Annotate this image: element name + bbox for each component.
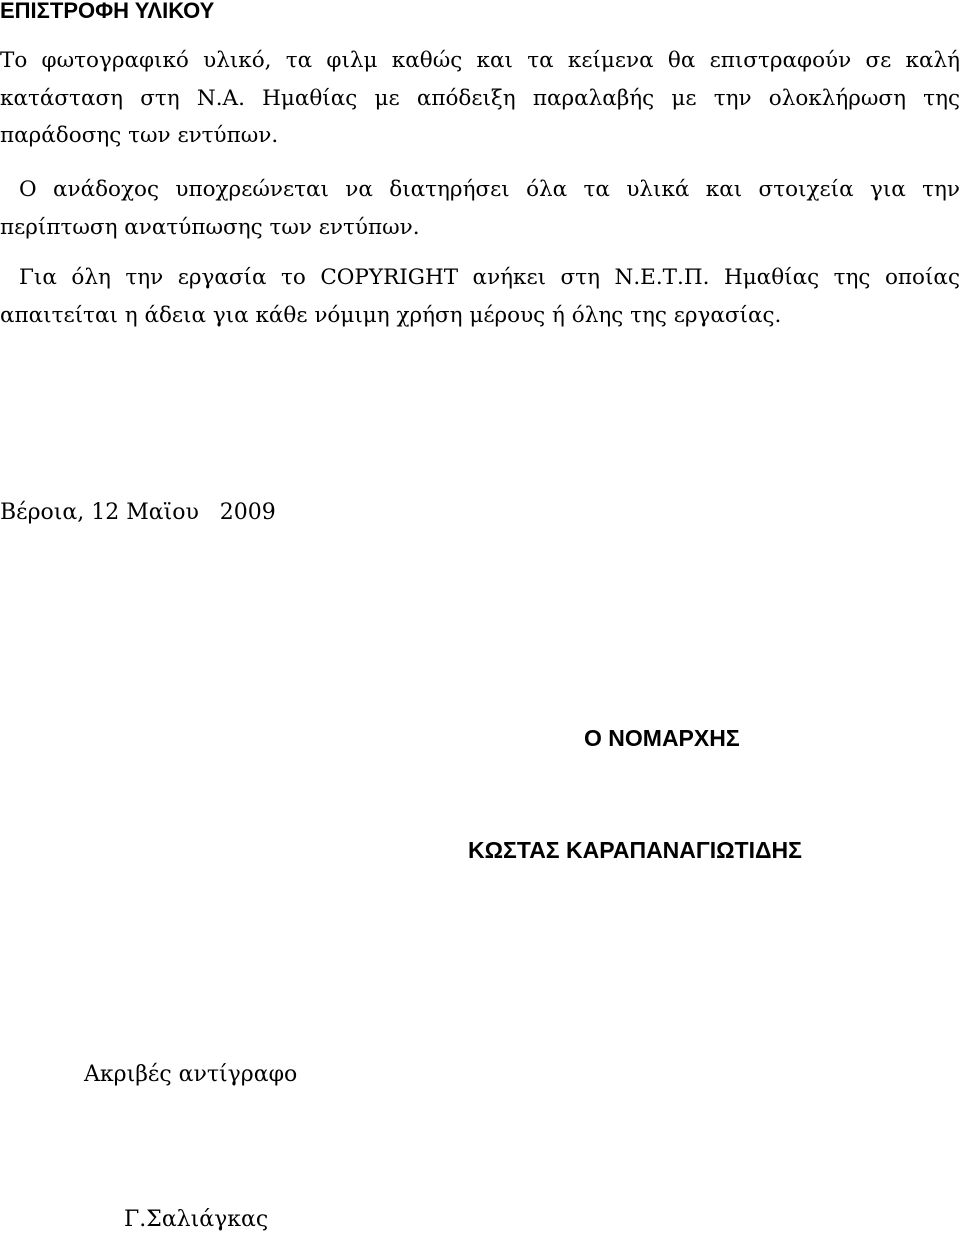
- signatory-title: Ο ΝΟΜΑΡΧΗΣ: [584, 725, 740, 751]
- date-line: Βέροια, 12 Μαϊου 2009: [0, 500, 276, 525]
- paragraph-material-return: Το φωτογραφικό υλικό, τα φιλμ καθώς και τα κείμενα θα επιστραφούν σε καλή κατάσταση στη Ν.Α. Ημαθίας με απόδειξη παραλαβής με την ολοκλήρωση της παράδοσης των εντύπων.: [0, 48, 960, 148]
- paragraph-contractor-obligation: Ο ανάδοχος υποχρεώνεται να διατηρήσει όλα τα υλικά και στοιχεία για την περίπτωση ανατύπωσης των εντύπων.: [0, 177, 960, 240]
- section-heading: ΕΠΙΣΤΡΟΦΗ ΥΛΙΚΟΥ: [0, 0, 215, 23]
- paragraph-copyright: Για όλη την εργασία το COPYRIGHT ανήκει στη Ν.Ε.Τ.Π. Ημαθίας της οποίας απαιτείται η άδεια για κάθε νόμιμη χρήση μέρους ή όλης της εργασίας.: [0, 265, 960, 328]
- copy-signatory: Γ.Σαλιάγκας: [124, 1207, 269, 1232]
- true-copy-label: Ακριβές αντίγραφο: [84, 1062, 298, 1087]
- signatory-name: ΚΩΣΤΑΣ ΚΑΡΑΠΑΝΑΓΙΩΤΙΔΗΣ: [468, 837, 802, 863]
